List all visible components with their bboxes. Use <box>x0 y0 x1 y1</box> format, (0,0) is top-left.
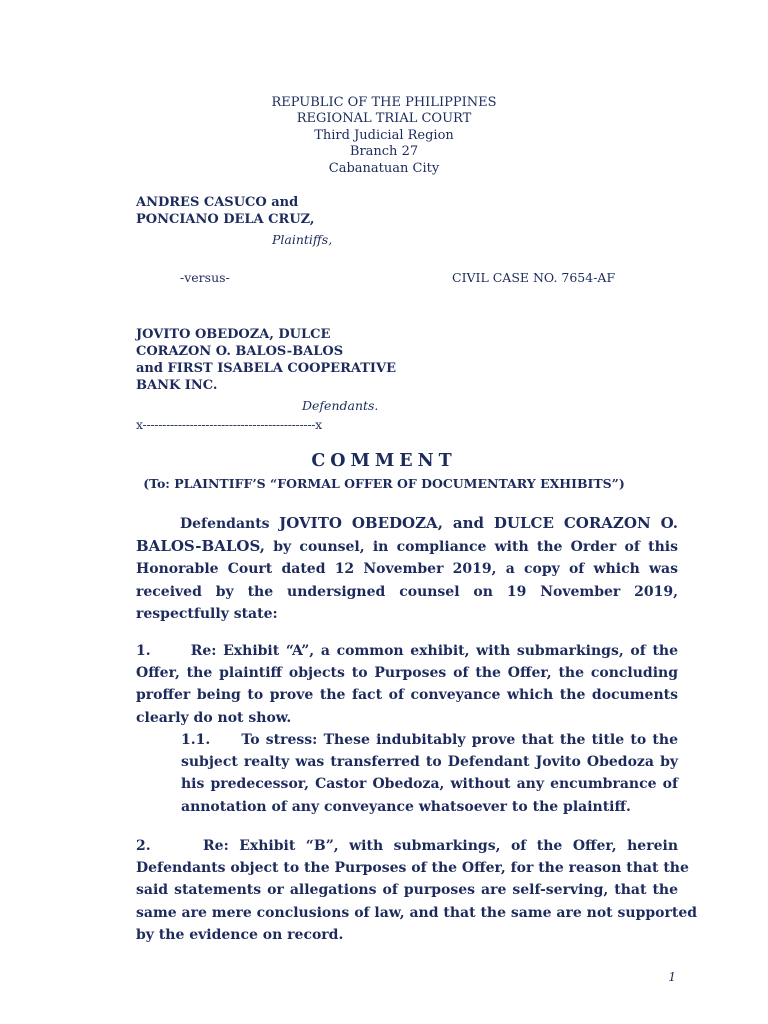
header-court: REGIONAL TRIAL COURT <box>296 111 472 127</box>
header-city: Cabanatuan City <box>328 160 440 176</box>
item-1-1-line-3: his predecessor, Castor Obedoza, without any encumbrance of <box>181 776 678 793</box>
document-title: COMMENT <box>311 451 457 471</box>
plaintiff-name-1: ANDRES CASUCO and <box>136 195 299 210</box>
item-2-line-3: said statements or allegations of purposes are self-serving, that the <box>136 882 678 899</box>
versus-label: -versus- <box>180 270 230 285</box>
caption-separator: x--------------------------------------------x <box>136 417 322 432</box>
defendant-name-1: JOVITO OBEDOZA, DULCE <box>136 327 331 342</box>
item-2-line-5: by the evidence on record. <box>136 926 344 943</box>
intro-paragraph <box>136 512 678 625</box>
item-1-line-3: proffer being to prove the fact of conveyance which the documents <box>136 687 678 704</box>
item-1-1-line-2: subject realty was transferred to Defendant Jovito Obedoza by <box>181 754 678 771</box>
header-branch: Branch 27 <box>349 144 419 160</box>
case-number: CIVIL CASE NO. 7654-AF <box>452 270 616 285</box>
item-1-line-2: Offer, the plaintiff objects to Purposes of the Offer, the concluding <box>136 665 678 682</box>
defendants-block <box>136 326 396 394</box>
plaintiffs-role: Plaintiffs, <box>272 232 333 247</box>
item-2-line-2: Defendants object to the Purposes of the Offer, for the reason that the <box>136 860 689 877</box>
intro-defendants-word: Defendants <box>180 516 270 532</box>
item-2-line-1: 2. Re: Exhibit “B”, with submarkings, of the Offer, herein <box>136 838 678 854</box>
document-subtitle: (To: PLAINTIFF’S “FORMAL OFFER OF DOCUMENTARY EXHIBITS”) <box>143 476 625 491</box>
item-1-1-line-1: 1.1. To stress: These indubitably prove that the title to the <box>181 732 678 748</box>
defendant-name-4: BANK INC. <box>136 378 218 393</box>
intro-line-2-text: by counsel, in compliance with the Order of this <box>273 539 678 556</box>
item-1-1-paragraph <box>181 729 678 818</box>
plaintiff-name-2: PONCIANO DELA CRUZ, <box>136 212 315 227</box>
item-2-paragraph <box>136 835 698 946</box>
intro-line-1 <box>136 512 678 535</box>
item-1-line-1: 1. Re: Exhibit “A”, a common exhibit, with submarkings, of the <box>136 643 678 659</box>
intro-line-5: respectfully state: <box>136 605 278 622</box>
item-1-line-4: clearly do not show. <box>136 709 292 726</box>
court-header <box>0 95 768 177</box>
item-1-1-line-4: annotation of any conveyance whatsoever to the plaintiff. <box>181 798 631 815</box>
defendant-name-3: and FIRST ISABELA COOPERATIVE <box>136 361 397 376</box>
intro-line-4: received by the undersigned counsel on 19 November 2019, <box>136 583 678 600</box>
header-republic: REPUBLIC OF THE PHILIPPINES <box>271 95 497 110</box>
intro-line-3: Honorable Court dated 12 November 2019, a copy of which was <box>136 561 678 578</box>
header-region: Third Judicial Region <box>314 127 454 143</box>
item-1-paragraph <box>136 640 678 729</box>
intro-defendant-names: JOVITO OBEDOZA, and DULCE CORAZON O. <box>279 514 679 532</box>
intro-defendant-surname: BALOS-BALOS, <box>136 537 265 556</box>
item-2-line-4: same are mere conclusions of law, and that the same are not supported <box>136 904 698 921</box>
intro-line-2 <box>136 535 678 558</box>
plaintiffs-block <box>136 194 314 228</box>
defendant-name-2: CORAZON O. BALOS-BALOS <box>136 344 344 359</box>
page-number: 1 <box>668 970 676 984</box>
defendants-role: Defendants. <box>302 398 379 413</box>
